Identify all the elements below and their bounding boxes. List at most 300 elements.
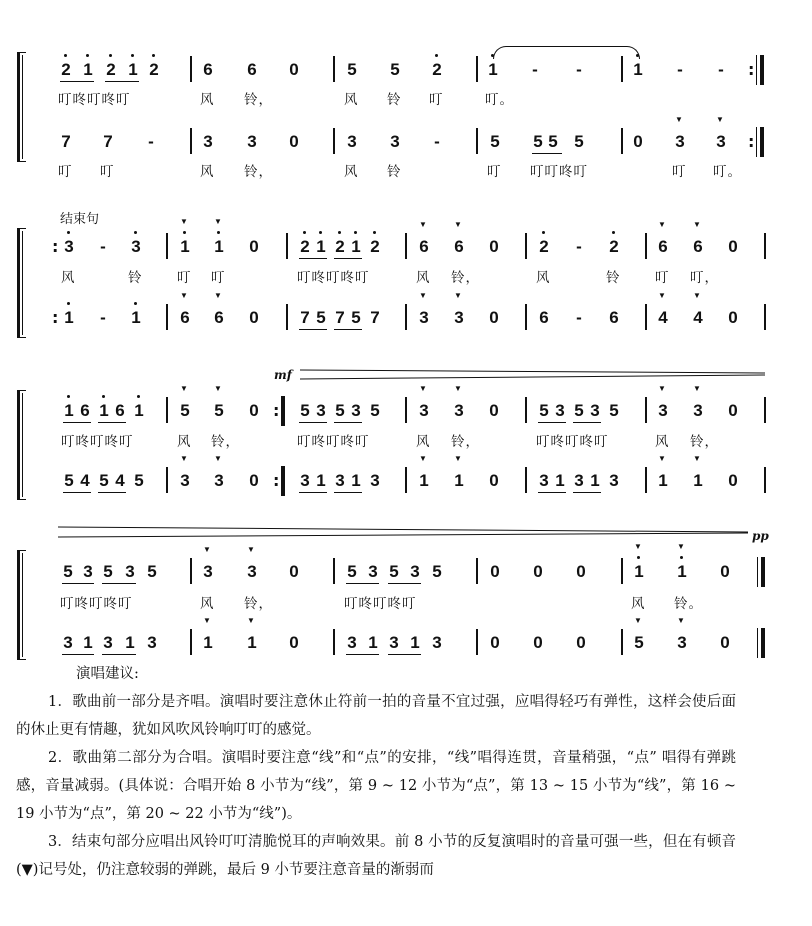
note: 6 bbox=[247, 60, 257, 79]
tie-slur bbox=[493, 46, 640, 59]
underline-beam bbox=[102, 654, 136, 655]
lyric: 铃， bbox=[451, 270, 480, 286]
note: 3 bbox=[203, 132, 213, 151]
note: 3 bbox=[83, 562, 93, 581]
underline-beam bbox=[98, 422, 126, 423]
lyric: 叮咚叮咚叮 bbox=[536, 434, 609, 450]
note: 2 bbox=[297, 235, 313, 259]
barline bbox=[190, 629, 192, 655]
note-staccato: 3 ▼ bbox=[416, 399, 432, 423]
lyric: 风 bbox=[536, 270, 551, 286]
underline-beam bbox=[299, 422, 327, 423]
note: 6 bbox=[203, 60, 213, 79]
note: 3 bbox=[389, 633, 399, 652]
note: 1 bbox=[348, 235, 364, 259]
underline-beam bbox=[346, 583, 379, 584]
note: 1 bbox=[61, 306, 77, 330]
section-label: 结束句 bbox=[60, 212, 100, 227]
barline bbox=[621, 56, 623, 82]
note: 5 bbox=[99, 471, 109, 490]
note: 3 bbox=[351, 401, 361, 420]
note: 0 bbox=[533, 562, 543, 581]
lyric: 铃。 bbox=[674, 596, 703, 612]
note: 7 bbox=[103, 132, 113, 151]
note: 2 bbox=[536, 235, 552, 259]
note-staccato: 6 ▼ bbox=[655, 235, 671, 259]
note-staccato: 6 ▼ bbox=[690, 235, 706, 259]
dynamic-mf: mf bbox=[274, 368, 292, 382]
note-staccato: 1 ▼ bbox=[451, 469, 467, 493]
note: 0 bbox=[249, 237, 259, 256]
barline bbox=[405, 233, 407, 259]
lyric: 叮。 bbox=[713, 164, 742, 180]
note-staccato: 5 ▼ bbox=[211, 399, 227, 423]
lyric: 铃 bbox=[128, 270, 143, 286]
barline bbox=[476, 558, 478, 584]
lyric: 铃， bbox=[211, 434, 240, 450]
lyric: 叮， bbox=[690, 270, 719, 286]
repeat-end-barline bbox=[281, 466, 285, 496]
note: 3 bbox=[247, 132, 257, 151]
barline bbox=[525, 233, 527, 259]
note: 4 bbox=[80, 471, 90, 490]
lyric: 铃， bbox=[244, 596, 273, 612]
underline-beam bbox=[334, 492, 362, 493]
barline bbox=[757, 628, 758, 658]
lyric: 铃， bbox=[451, 434, 480, 450]
note: 1 bbox=[590, 471, 600, 490]
repeat-end-barline bbox=[281, 396, 285, 426]
lyrics-upper bbox=[0, 90, 812, 110]
lyric: 叮 bbox=[655, 270, 670, 286]
note: 5 bbox=[490, 132, 500, 151]
note: 0 bbox=[728, 401, 738, 420]
barline bbox=[190, 56, 192, 82]
lyric: 叮 bbox=[429, 92, 444, 108]
note: 1 bbox=[125, 633, 135, 652]
note: 6 bbox=[80, 401, 90, 420]
repeat-dots: : bbox=[52, 308, 59, 327]
note: 0 bbox=[728, 237, 738, 256]
barline bbox=[405, 397, 407, 423]
note-staccato: 1 ▼ bbox=[690, 469, 706, 493]
barline bbox=[333, 558, 335, 584]
lyric: 叮 bbox=[487, 164, 502, 180]
note-staccato: 3 ▼ bbox=[177, 469, 193, 493]
note: 0 bbox=[576, 633, 586, 652]
rest-dash: - bbox=[576, 308, 582, 327]
note: 0 bbox=[489, 237, 499, 256]
note: 5 bbox=[389, 562, 399, 581]
note-staccato: 3 ▼ bbox=[451, 399, 467, 423]
note: 5 bbox=[347, 60, 357, 79]
underline-beam bbox=[299, 492, 327, 493]
note: 6 bbox=[539, 308, 549, 327]
note: 3 bbox=[103, 633, 113, 652]
lyric: 叮咚叮咚叮 bbox=[61, 434, 134, 450]
lyric: 叮 bbox=[177, 270, 192, 286]
underline-beam bbox=[334, 422, 362, 423]
rest-dash: - bbox=[100, 237, 106, 256]
barline bbox=[333, 56, 335, 82]
lyric: 叮 bbox=[100, 164, 115, 180]
barline bbox=[645, 304, 647, 330]
barline bbox=[286, 233, 288, 259]
note: 3 bbox=[147, 633, 157, 652]
barline bbox=[621, 128, 623, 154]
repeat-end-barline bbox=[760, 127, 764, 157]
note: 2 bbox=[58, 58, 74, 82]
note: 0 bbox=[289, 60, 299, 79]
underline-beam bbox=[63, 422, 91, 423]
note: 3 bbox=[368, 562, 378, 581]
note: 0 bbox=[728, 308, 738, 327]
note: 7 bbox=[300, 308, 310, 327]
note: 7 bbox=[370, 308, 380, 327]
lyric: 叮 bbox=[211, 270, 226, 286]
note: 5 bbox=[147, 562, 157, 581]
note: 5 bbox=[64, 471, 74, 490]
note: 3 bbox=[347, 132, 357, 151]
barline bbox=[764, 397, 766, 423]
note: 3 bbox=[539, 471, 549, 490]
note: 5 bbox=[351, 308, 361, 327]
barline bbox=[621, 629, 623, 655]
final-barline bbox=[761, 557, 765, 587]
note: 1 bbox=[80, 58, 96, 82]
note: 1 bbox=[630, 58, 646, 82]
note: 0 bbox=[720, 633, 730, 652]
note: 7 bbox=[335, 308, 345, 327]
underline-beam bbox=[346, 654, 379, 655]
note: 1 bbox=[351, 471, 361, 490]
lyric: 风 bbox=[177, 434, 192, 450]
decrescendo-hairpin bbox=[300, 366, 765, 382]
upper-voice-row bbox=[0, 235, 812, 259]
barline bbox=[525, 304, 527, 330]
note: 5 bbox=[574, 132, 584, 151]
note: 3 bbox=[347, 633, 357, 652]
repeat-end-barline bbox=[760, 55, 764, 85]
lyric: 风 bbox=[61, 270, 76, 286]
lyrics-lower bbox=[0, 162, 812, 182]
rest-dash: - bbox=[576, 237, 582, 256]
note: 0 bbox=[576, 562, 586, 581]
lyric: 铃 bbox=[606, 270, 621, 286]
note: 5 bbox=[390, 60, 400, 79]
note: 0 bbox=[489, 401, 499, 420]
decrescendo-hairpin bbox=[58, 524, 748, 540]
note: 1 bbox=[368, 633, 378, 652]
barline bbox=[764, 467, 766, 493]
lyric: 铃， bbox=[244, 164, 273, 180]
note: 5 bbox=[432, 562, 442, 581]
upper-voice-row bbox=[0, 399, 812, 423]
rest-dash: - bbox=[576, 60, 582, 79]
barline bbox=[476, 128, 478, 154]
lyric: 铃 bbox=[387, 92, 402, 108]
note: 0 bbox=[633, 132, 643, 151]
note: 3 bbox=[300, 471, 310, 490]
note: 3 bbox=[370, 471, 380, 490]
note-staccato: 1 ▼ bbox=[416, 469, 432, 493]
note: 5 bbox=[609, 401, 619, 420]
upper-voice-row bbox=[0, 560, 812, 584]
underline-beam bbox=[573, 492, 601, 493]
barline bbox=[190, 128, 192, 154]
note: 3 bbox=[61, 235, 77, 259]
lyric: 叮 bbox=[672, 164, 687, 180]
note: 1 bbox=[410, 633, 420, 652]
note: 0 bbox=[289, 132, 299, 151]
note: 2 bbox=[429, 58, 445, 82]
repeat-dots: : bbox=[748, 60, 755, 79]
note: 1 bbox=[96, 399, 112, 423]
lyric: 叮咚叮咚叮 bbox=[58, 92, 131, 108]
note-staccato: 3 ▼ bbox=[655, 399, 671, 423]
barline bbox=[476, 56, 478, 82]
barline bbox=[645, 397, 647, 423]
barline bbox=[645, 233, 647, 259]
note-staccato: 6 ▼ bbox=[451, 235, 467, 259]
note: 5 bbox=[316, 308, 326, 327]
note-staccato: 6 ▼ bbox=[177, 306, 193, 330]
rest-dash: - bbox=[148, 132, 154, 151]
barline bbox=[621, 558, 623, 584]
note-staccato: 3 ▼ bbox=[690, 399, 706, 423]
note: 5 bbox=[134, 471, 144, 490]
underline-beam bbox=[573, 422, 601, 423]
note: 0 bbox=[728, 471, 738, 490]
note: 6 bbox=[115, 401, 125, 420]
final-barline bbox=[761, 628, 765, 658]
lyric: 叮。 bbox=[485, 92, 514, 108]
note-staccato: 5 ▼ bbox=[631, 631, 647, 655]
lyric: 叮咚叮咚叮 bbox=[344, 596, 417, 612]
note: 0 bbox=[490, 562, 500, 581]
underline-beam bbox=[538, 492, 566, 493]
note: 0 bbox=[289, 562, 299, 581]
note-staccato: 3 ▼ bbox=[674, 631, 690, 655]
barline bbox=[525, 397, 527, 423]
lyric: 铃 bbox=[387, 164, 402, 180]
note-staccato: 1 ▼ bbox=[631, 560, 647, 584]
note: 3 bbox=[335, 471, 345, 490]
lyric: 风 bbox=[416, 434, 431, 450]
note-staccato: 6 ▼ bbox=[416, 235, 432, 259]
barline bbox=[405, 304, 407, 330]
rest-dash: - bbox=[677, 60, 683, 79]
barline bbox=[757, 557, 758, 587]
note: 3 bbox=[316, 401, 326, 420]
rest-dash: - bbox=[434, 132, 440, 151]
note: 5 bbox=[63, 562, 73, 581]
underline-beam bbox=[388, 583, 421, 584]
note-staccato: 1 ▼ bbox=[177, 235, 193, 259]
barline bbox=[756, 127, 757, 157]
barline bbox=[333, 128, 335, 154]
dynamic-pp: pp bbox=[752, 529, 769, 543]
note: 5 bbox=[103, 562, 113, 581]
underline-beam bbox=[63, 492, 91, 493]
note: 3 bbox=[574, 471, 584, 490]
note: 0 bbox=[249, 401, 259, 420]
barline bbox=[166, 304, 168, 330]
lower-voice-row bbox=[0, 631, 812, 655]
underline-beam bbox=[334, 258, 362, 259]
note: 7 bbox=[61, 132, 71, 151]
lyric: 叮咚叮咚叮 bbox=[297, 434, 370, 450]
barline bbox=[286, 304, 288, 330]
upper-voice-row bbox=[0, 58, 812, 82]
lyrics bbox=[0, 432, 812, 452]
note: 0 bbox=[720, 562, 730, 581]
underline-beam bbox=[334, 329, 362, 330]
rest-dash: - bbox=[532, 60, 538, 79]
lyric: 叮咚叮咚叮 bbox=[60, 596, 133, 612]
lower-voice-row bbox=[0, 469, 812, 493]
barline bbox=[166, 397, 168, 423]
note: 2 bbox=[367, 235, 383, 259]
note: 3 bbox=[590, 401, 600, 420]
note-staccato: 3 ▼ bbox=[211, 469, 227, 493]
underline-beam bbox=[299, 329, 327, 330]
underline-beam bbox=[62, 654, 94, 655]
note: 1 bbox=[61, 399, 77, 423]
note: 3 bbox=[410, 562, 420, 581]
note-staccato: 1 ▼ bbox=[655, 469, 671, 493]
note-staccato: 1 ▼ bbox=[211, 235, 227, 259]
underline-beam bbox=[538, 422, 566, 423]
barline bbox=[756, 55, 757, 85]
note: 0 bbox=[490, 633, 500, 652]
note: 1 bbox=[316, 471, 326, 490]
note: 0 bbox=[249, 308, 259, 327]
lyric: 叮 bbox=[58, 164, 73, 180]
note-staccato: 3 ▼ bbox=[713, 130, 729, 154]
note: 1 bbox=[128, 306, 144, 330]
note: 5 bbox=[300, 401, 310, 420]
barline bbox=[476, 629, 478, 655]
note: 5 bbox=[335, 401, 345, 420]
barline bbox=[645, 467, 647, 493]
lyric: 铃， bbox=[690, 434, 719, 450]
lyrics bbox=[0, 268, 812, 288]
barline bbox=[405, 467, 407, 493]
note: 2 bbox=[606, 235, 622, 259]
note: 3 bbox=[390, 132, 400, 151]
note-staccato: 3 ▼ bbox=[416, 306, 432, 330]
repeat-dots: : bbox=[273, 471, 280, 490]
note: 5 bbox=[539, 401, 549, 420]
lyrics bbox=[0, 594, 812, 614]
note: 1 bbox=[485, 58, 501, 82]
underline-beam bbox=[98, 492, 126, 493]
note: 5 bbox=[574, 401, 584, 420]
note-staccato: 1 ▼ bbox=[674, 560, 690, 584]
performance-notes bbox=[16, 660, 804, 884]
note-staccato: 1 ▼ bbox=[200, 631, 216, 655]
notes-paragraph-1: 1．歌曲前一部分是齐唱。演唱时要注意休止符前一拍的音量不宜过强，应唱得轻巧有弹性，这样会使后面的休止更有情趣，犹如风吹风铃响叮叮的感觉。 bbox=[16, 694, 736, 738]
note: 3 bbox=[128, 235, 144, 259]
note: 0 bbox=[289, 633, 299, 652]
note: 2 bbox=[103, 58, 119, 82]
note: 1 bbox=[125, 58, 141, 82]
note: 1 bbox=[131, 399, 147, 423]
note-staccato: 4 ▼ bbox=[690, 306, 706, 330]
note-staccato: 3 ▼ bbox=[244, 560, 260, 584]
barline bbox=[166, 467, 168, 493]
note: 6 bbox=[609, 308, 619, 327]
lower-voice-row bbox=[0, 130, 812, 154]
note: 0 bbox=[489, 471, 499, 490]
note: 3 bbox=[63, 633, 73, 652]
note: 1 bbox=[83, 633, 93, 652]
note: 5 bbox=[548, 132, 558, 151]
note: 3 bbox=[555, 401, 565, 420]
lyric: 风 bbox=[416, 270, 431, 286]
lyric: 风 bbox=[344, 164, 359, 180]
repeat-dots: : bbox=[52, 237, 59, 256]
note: 5 bbox=[370, 401, 380, 420]
note: 1 bbox=[555, 471, 565, 490]
notes-paragraph-3: 3．结束句部分应唱出风铃叮叮清脆悦耳的声响效果。前 8 小节的反复演唱时的音量可强一些，但在有顿音(▼)记号处，仍注意较弱的弹跳，最后 9 小节要注意音量的渐弱而 bbox=[16, 834, 736, 878]
lyric: 风 bbox=[200, 164, 215, 180]
barline bbox=[525, 467, 527, 493]
notes-heading: 演唱建议: bbox=[76, 666, 139, 682]
rest-dash: - bbox=[718, 60, 724, 79]
note: 0 bbox=[249, 471, 259, 490]
barline bbox=[166, 233, 168, 259]
lyric: 风 bbox=[200, 596, 215, 612]
underline-beam bbox=[532, 153, 562, 154]
note: 3 bbox=[432, 633, 442, 652]
barline bbox=[190, 558, 192, 584]
lyric: 风 bbox=[631, 596, 646, 612]
note: 1 bbox=[313, 235, 329, 259]
barline bbox=[764, 233, 766, 259]
underline-beam bbox=[62, 583, 94, 584]
note: 5 bbox=[533, 132, 543, 151]
barline bbox=[333, 629, 335, 655]
note: 2 bbox=[146, 58, 162, 82]
note: 3 bbox=[609, 471, 619, 490]
repeat-dots: : bbox=[273, 401, 280, 420]
underline-beam bbox=[299, 258, 327, 259]
rest-dash: - bbox=[100, 308, 106, 327]
lyric: 叮咚叮咚叮 bbox=[297, 270, 370, 286]
note: 3 bbox=[125, 562, 135, 581]
note-staccato: 3 ▼ bbox=[451, 306, 467, 330]
note: 5 bbox=[347, 562, 357, 581]
lyric: 铃， bbox=[244, 92, 273, 108]
lower-voice-row bbox=[0, 306, 812, 330]
underline-beam bbox=[60, 81, 94, 82]
note: 0 bbox=[533, 633, 543, 652]
note-staccato: 5 ▼ bbox=[177, 399, 193, 423]
underline-beam bbox=[105, 81, 139, 82]
underline-beam bbox=[102, 583, 136, 584]
note-staccato: 3 ▼ bbox=[200, 560, 216, 584]
barline bbox=[764, 304, 766, 330]
note-staccato: 4 ▼ bbox=[655, 306, 671, 330]
lyric: 风 bbox=[344, 92, 359, 108]
lyric: 叮叮咚叮 bbox=[530, 164, 588, 180]
repeat-dots: : bbox=[748, 132, 755, 151]
lyric: 风 bbox=[200, 92, 215, 108]
underline-beam bbox=[388, 654, 421, 655]
note-staccato: 6 ▼ bbox=[211, 306, 227, 330]
